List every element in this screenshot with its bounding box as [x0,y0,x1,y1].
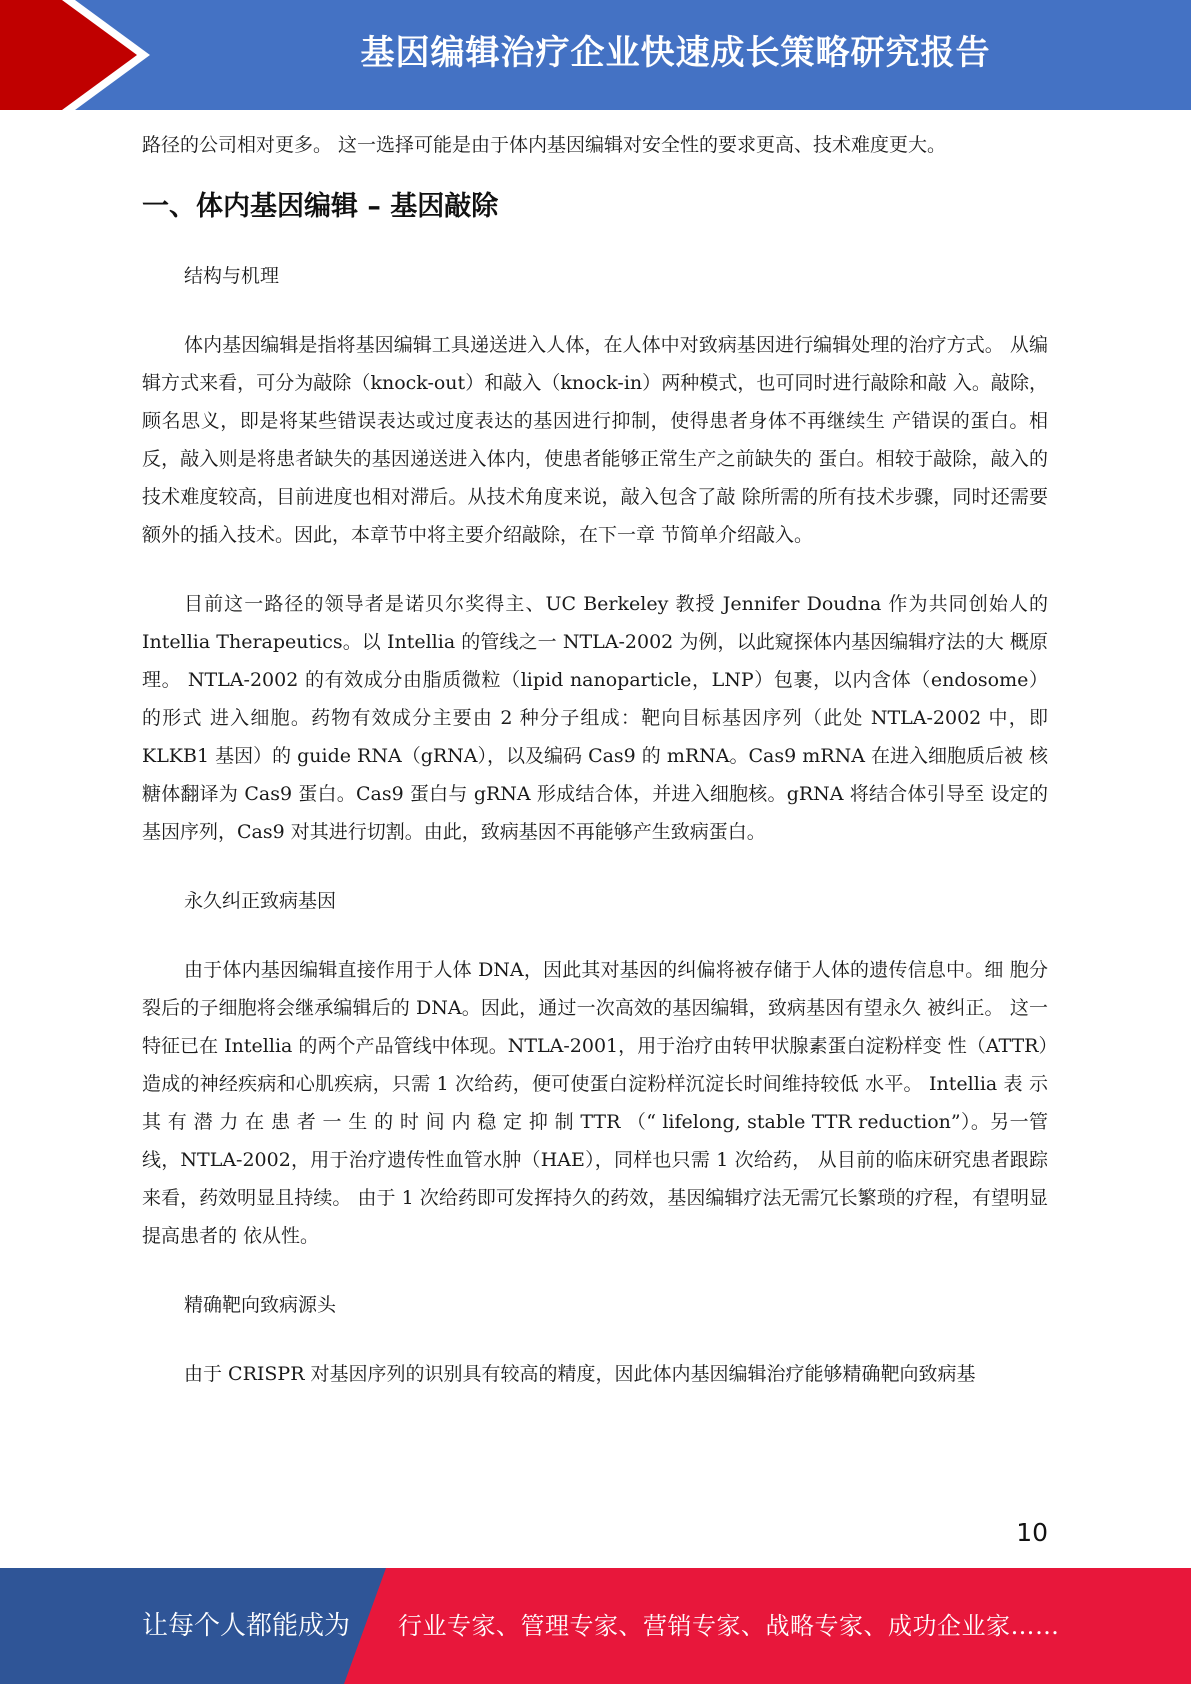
page-footer [0,1568,1191,1684]
report-title: 基因编辑治疗企业快速成长策略研究报告 [360,33,991,73]
subheading-precise-targeting: 精确靶向致病源头 [184,1294,337,1316]
section-heading: 一、体内基因编辑 – 基因敲除 [142,191,499,222]
paragraph-permanent-correction: 由于体内基因编辑直接作用于人体 DNA，因此其对基因的纠偏将被存储于人体的遗传信息中。细 胞分裂后的子细胞将会继承编辑后的 DNA。因此，通过一次高效的基因编辑，致病基因有望永久 被纠正。 这一特征已在 Intellia 的两个产品管线中体现。NTLA-2001，用于治疗由转甲状腺素蛋白淀粉样变 性（ATTR）造成的神经疾病和心肌疾病，只需 1 次给药，便可使蛋白淀粉样沉淀长时间维持较低 水平。 Intellia 表 示 其 有 潜 力 在 患 者 一 生 的 时 间 内 稳 定 抑 制 TTR （“ lifelong, stable TTR reduction”）。另一管线，NTLA-2002，用于治疗遗传性血管水肿（HAE），同样也只需 1 次给药， 从目前的临床研究患者跟踪来看，药效明显且持续。 由于 1 次给药即可发挥持久的药效，基因编辑疗法无需冗长繁琐的疗程，有望明显提高患者的 依从性。 [142,959,1048,1247]
paragraph-precise-targeting: 由于 CRISPR 对基因序列的识别具有较高的精度，因此体内基因编辑治疗能够精确靶向致病基 [184,1363,976,1385]
paragraph-intellia-mechanism: 目前这一路径的领导者是诺贝尔奖得主、UC Berkeley 教授 Jennifer Doudna 作为共同创始人的 Intellia Therapeutics。以 Intellia 的管线之一 NTLA-2002 为例，以此窥探体内基因编辑疗法的大 概原理。 NTLA-2002 的有效成分由脂质微粒（lipid nanoparticle，LNP）包裹，以内含体（endosome）的形式 进入细胞。药物有效成分主要由 2 种分子组成：靶向目标基因序列（此处 NTLA-2002 中，即 KLKB1 基因）的 guide RNA（gRNA），以及编码 Cas9 的 mRNA。Cas9 mRNA 在进入细胞质后被 核糖体翻译为 Cas9 蛋白。Cas9 蛋白与 gRNA 形成结合体，并进入细胞核。gRNA 将结合体引导至 设定的基因序列，Cas9 对其进行切割。由此，致病基因不再能够产生致病蛋白。 [142,593,1049,843]
page-number: 10 [1016,1518,1048,1547]
page-header [0,0,1191,110]
subheading-permanent: 永久纠正致病基因 [184,890,337,912]
subheading-structure: 结构与机理 [184,265,280,287]
intro-line: 路径的公司相对更多。 这一选择可能是由于体内基因编辑对安全性的要求更高、技术难度更大。 [142,134,947,156]
document-body [142,126,1048,1393]
paragraph-knockout-intro: 体内基因编辑是指将基因编辑工具递送进入人体，在人体中对致病基因进行编辑处理的治疗方式。 从编辑方式来看，可分为敲除（knock-out）和敲入（knock-in）两种模式，也可同时进行敲除和敲 入。敲除，顾名思义，即是将某些错误表达或过度表达的基因进行抑制，使得患者身体不再继续生 产错误的蛋白。相反，敲入则是将患者缺失的基因递送进入体内，使患者能够正常生产之前缺失的 蛋白。相较于敲除，敲入的技术难度较高，目前进度也相对滞后。从技术角度来说，敲入包含了敲 除所需的所有技术步骤，同时还需要额外的插入技术。因此，本章节中将主要介绍敲除，在下一章 节简单介绍敲入。 [142,334,1048,546]
footer-roles: 行业专家、管理专家、营销专家、战略专家、成功企业家…… [398,1612,1060,1640]
chevron-decoration-icon [0,0,137,110]
footer-slogan: 让每个人都能成为 [142,1611,351,1641]
